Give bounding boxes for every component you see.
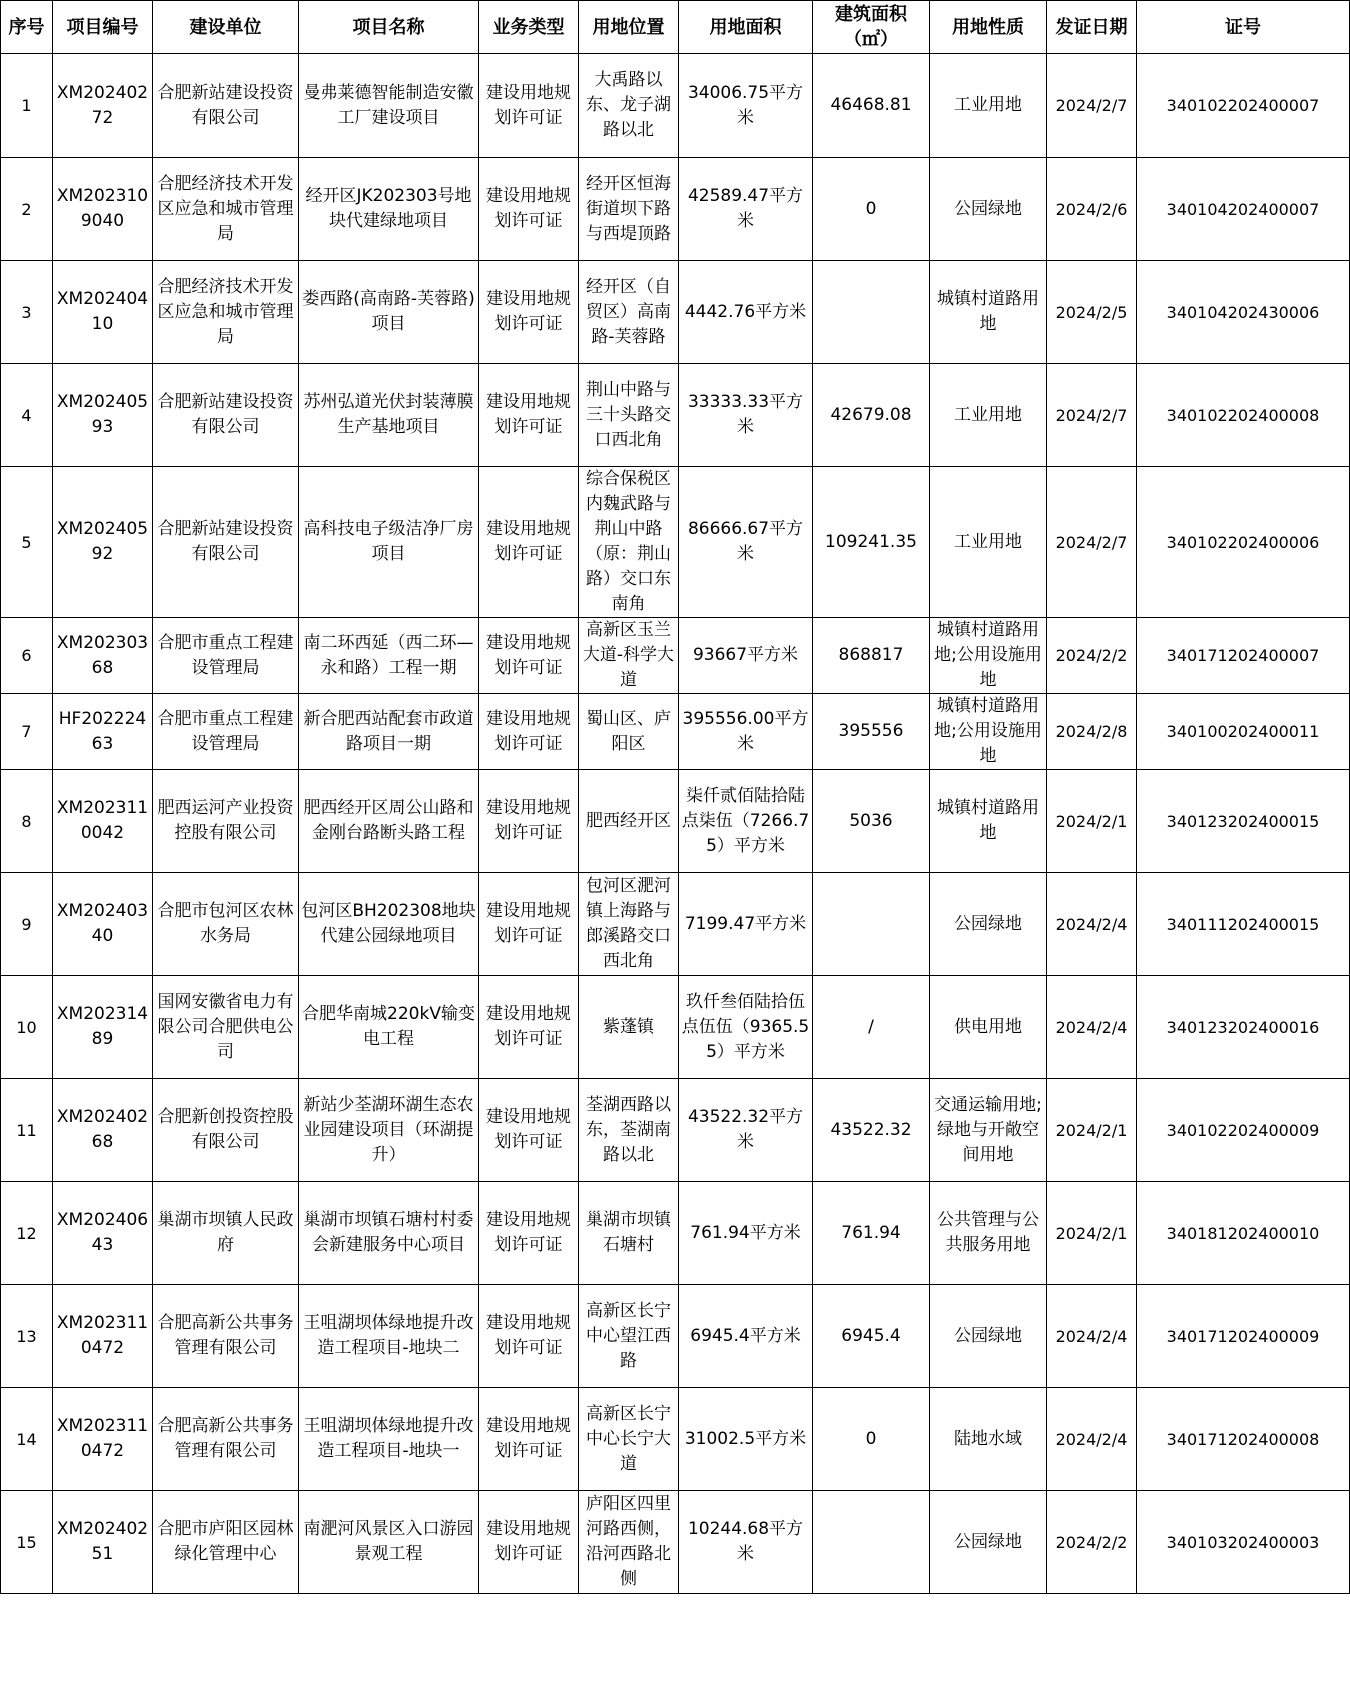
land-nature: 工业用地 bbox=[930, 364, 1047, 467]
business-type: 建设用地规划许可证 bbox=[479, 261, 579, 364]
land-nature: 工业用地 bbox=[930, 54, 1047, 158]
certificate-number: 340102202400006 bbox=[1137, 467, 1350, 618]
row-number: 4 bbox=[1, 364, 53, 467]
table-row bbox=[1, 54, 1350, 158]
land-area: 86666.67平方米 bbox=[679, 467, 813, 618]
issue-date: 2024/2/2 bbox=[1047, 1491, 1137, 1594]
project-code: XM2023110472 bbox=[53, 1285, 153, 1388]
issue-date: 2024/2/4 bbox=[1047, 1285, 1137, 1388]
table-row bbox=[1, 467, 1350, 618]
issue-date: 2024/2/1 bbox=[1047, 770, 1137, 873]
land-location: 肥西经开区 bbox=[579, 770, 679, 873]
business-type: 建设用地规划许可证 bbox=[479, 770, 579, 873]
certificate-number: 340100202400011 bbox=[1137, 694, 1350, 770]
land-nature: 公共管理与公共服务用地 bbox=[930, 1182, 1047, 1285]
land-nature: 公园绿地 bbox=[930, 1491, 1047, 1594]
land-area: 42589.47平方米 bbox=[679, 158, 813, 261]
certificate-number: 340104202430006 bbox=[1137, 261, 1350, 364]
land-nature: 工业用地 bbox=[930, 467, 1047, 618]
business-type: 建设用地规划许可证 bbox=[479, 618, 579, 694]
land-nature: 交通运输用地;绿地与开敞空间用地 bbox=[930, 1079, 1047, 1182]
certificate-number: 340103202400003 bbox=[1137, 1491, 1350, 1594]
project-code: XM20240410 bbox=[53, 261, 153, 364]
certificate-number: 340102202400008 bbox=[1137, 364, 1350, 467]
land-location: 庐阳区四里河路西侧，沿河西路北侧 bbox=[579, 1491, 679, 1594]
land-location: 高新区长宁中心长宁大道 bbox=[579, 1388, 679, 1491]
project-name: 高科技电子级洁净厂房项目 bbox=[299, 467, 479, 618]
building-area bbox=[813, 873, 930, 976]
certificate-number: 340171202400007 bbox=[1137, 618, 1350, 694]
header-build-area: 建筑面积（㎡） bbox=[813, 1, 930, 54]
building-area bbox=[813, 1491, 930, 1594]
header-name: 项目名称 bbox=[299, 1, 479, 54]
project-code: XM2023110472 bbox=[53, 1388, 153, 1491]
land-area: 7199.47平方米 bbox=[679, 873, 813, 976]
land-nature: 陆地水域 bbox=[930, 1388, 1047, 1491]
project-name: 南淝河风景区入口游园景观工程 bbox=[299, 1491, 479, 1594]
project-name: 王咀湖坝体绿地提升改造工程项目-地块一 bbox=[299, 1388, 479, 1491]
construction-unit: 合肥经济技术开发区应急和城市管理局 bbox=[153, 158, 299, 261]
certificate-number: 340102202400009 bbox=[1137, 1079, 1350, 1182]
building-area: 42679.08 bbox=[813, 364, 930, 467]
construction-unit: 国网安徽省电力有限公司合肥供电公司 bbox=[153, 976, 299, 1079]
issue-date: 2024/2/1 bbox=[1047, 1079, 1137, 1182]
project-code: XM20240272 bbox=[53, 54, 153, 158]
building-area: 5036 bbox=[813, 770, 930, 873]
construction-unit: 巢湖市坝镇人民政府 bbox=[153, 1182, 299, 1285]
certificate-number: 340104202400007 bbox=[1137, 158, 1350, 261]
table-row bbox=[1, 1079, 1350, 1182]
table-row bbox=[1, 873, 1350, 976]
land-nature: 公园绿地 bbox=[930, 158, 1047, 261]
business-type: 建设用地规划许可证 bbox=[479, 1079, 579, 1182]
construction-unit: 合肥市重点工程建设管理局 bbox=[153, 618, 299, 694]
table-row bbox=[1, 1285, 1350, 1388]
building-area: 761.94 bbox=[813, 1182, 930, 1285]
construction-unit: 合肥高新公共事务管理有限公司 bbox=[153, 1388, 299, 1491]
project-code: XM20240268 bbox=[53, 1079, 153, 1182]
row-number: 8 bbox=[1, 770, 53, 873]
certificate-number: 340123202400015 bbox=[1137, 770, 1350, 873]
table-row bbox=[1, 158, 1350, 261]
header-land-area: 用地面积 bbox=[679, 1, 813, 54]
project-code: HF20222463 bbox=[53, 694, 153, 770]
building-area: 43522.32 bbox=[813, 1079, 930, 1182]
issue-date: 2024/2/7 bbox=[1047, 467, 1137, 618]
row-number: 14 bbox=[1, 1388, 53, 1491]
land-area: 31002.5平方米 bbox=[679, 1388, 813, 1491]
business-type: 建设用地规划许可证 bbox=[479, 976, 579, 1079]
business-type: 建设用地规划许可证 bbox=[479, 1388, 579, 1491]
land-area: 34006.75平方米 bbox=[679, 54, 813, 158]
table-row bbox=[1, 618, 1350, 694]
project-code: XM20240251 bbox=[53, 1491, 153, 1594]
business-type: 建设用地规划许可证 bbox=[479, 54, 579, 158]
issue-date: 2024/2/1 bbox=[1047, 1182, 1137, 1285]
land-location: 大禹路以东、龙子湖路以北 bbox=[579, 54, 679, 158]
header-code: 项目编号 bbox=[53, 1, 153, 54]
land-nature: 公园绿地 bbox=[930, 1285, 1047, 1388]
land-location: 荆山中路与三十头路交口西北角 bbox=[579, 364, 679, 467]
construction-unit: 合肥市庐阳区园林绿化管理中心 bbox=[153, 1491, 299, 1594]
issue-date: 2024/2/7 bbox=[1047, 364, 1137, 467]
construction-unit: 合肥市包河区农林水务局 bbox=[153, 873, 299, 976]
row-number: 10 bbox=[1, 976, 53, 1079]
land-location: 综合保税区内魏武路与荆山中路（原：荆山路）交口东南角 bbox=[579, 467, 679, 618]
land-location: 紫蓬镇 bbox=[579, 976, 679, 1079]
building-area: 109241.35 bbox=[813, 467, 930, 618]
project-name: 南二环西延（西二环—永和路）工程一期 bbox=[299, 618, 479, 694]
construction-unit: 合肥新站建设投资有限公司 bbox=[153, 364, 299, 467]
building-area: 868817 bbox=[813, 618, 930, 694]
construction-unit: 合肥高新公共事务管理有限公司 bbox=[153, 1285, 299, 1388]
project-name: 娄西路(高南路-芙蓉路)项目 bbox=[299, 261, 479, 364]
land-area: 10244.68平方米 bbox=[679, 1491, 813, 1594]
table-row bbox=[1, 261, 1350, 364]
header-location: 用地位置 bbox=[579, 1, 679, 54]
project-code: XM20240643 bbox=[53, 1182, 153, 1285]
building-area: 395556 bbox=[813, 694, 930, 770]
building-area: / bbox=[813, 976, 930, 1079]
construction-unit: 合肥新创投资控股有限公司 bbox=[153, 1079, 299, 1182]
construction-unit: 合肥市重点工程建设管理局 bbox=[153, 694, 299, 770]
land-area: 玖仟叁佰陆拾伍点伍伍（9365.55）平方米 bbox=[679, 976, 813, 1079]
certificate-number: 340111202400015 bbox=[1137, 873, 1350, 976]
land-area: 43522.32平方米 bbox=[679, 1079, 813, 1182]
table-row bbox=[1, 1491, 1350, 1594]
land-nature: 城镇村道路用地 bbox=[930, 261, 1047, 364]
project-code: XM20240592 bbox=[53, 467, 153, 618]
header-row bbox=[1, 1, 1350, 54]
construction-unit: 合肥新站建设投资有限公司 bbox=[153, 54, 299, 158]
construction-unit: 合肥经济技术开发区应急和城市管理局 bbox=[153, 261, 299, 364]
issue-date: 2024/2/4 bbox=[1047, 873, 1137, 976]
land-location: 高新区玉兰大道-科学大道 bbox=[579, 618, 679, 694]
header-date: 发证日期 bbox=[1047, 1, 1137, 54]
project-name: 曼弗莱德智能制造安徽工厂建设项目 bbox=[299, 54, 479, 158]
land-location: 巢湖市坝镇石塘村 bbox=[579, 1182, 679, 1285]
table-row bbox=[1, 364, 1350, 467]
land-location: 包河区淝河镇上海路与郎溪路交口西北角 bbox=[579, 873, 679, 976]
certificate-number: 340171202400008 bbox=[1137, 1388, 1350, 1491]
project-name: 新站少荃湖环湖生态农业园建设项目（环湖提升） bbox=[299, 1079, 479, 1182]
certificate-number: 340102202400007 bbox=[1137, 54, 1350, 158]
row-number: 1 bbox=[1, 54, 53, 158]
row-number: 13 bbox=[1, 1285, 53, 1388]
construction-unit: 合肥新站建设投资有限公司 bbox=[153, 467, 299, 618]
row-number: 2 bbox=[1, 158, 53, 261]
header-unit: 建设单位 bbox=[153, 1, 299, 54]
project-code: XM2023110042 bbox=[53, 770, 153, 873]
project-code: XM20231489 bbox=[53, 976, 153, 1079]
business-type: 建设用地规划许可证 bbox=[479, 158, 579, 261]
building-area: 6945.4 bbox=[813, 1285, 930, 1388]
land-location: 高新区长宁中心望江西路 bbox=[579, 1285, 679, 1388]
business-type: 建设用地规划许可证 bbox=[479, 1182, 579, 1285]
project-name: 新合肥西站配套市政道路项目一期 bbox=[299, 694, 479, 770]
land-area: 395556.00平方米 bbox=[679, 694, 813, 770]
business-type: 建设用地规划许可证 bbox=[479, 1491, 579, 1594]
project-code: XM20230368 bbox=[53, 618, 153, 694]
land-area: 柒仟贰佰陆拾陆点柒伍（7266.75）平方米 bbox=[679, 770, 813, 873]
table-row bbox=[1, 694, 1350, 770]
certificate-number: 340181202400010 bbox=[1137, 1182, 1350, 1285]
project-code: XM20240593 bbox=[53, 364, 153, 467]
building-area bbox=[813, 261, 930, 364]
header-type: 业务类型 bbox=[479, 1, 579, 54]
land-nature: 公园绿地 bbox=[930, 873, 1047, 976]
project-name: 苏州弘道光伏封装薄膜生产基地项目 bbox=[299, 364, 479, 467]
project-code: XM20240340 bbox=[53, 873, 153, 976]
row-number: 5 bbox=[1, 467, 53, 618]
building-area: 0 bbox=[813, 1388, 930, 1491]
header-no: 序号 bbox=[1, 1, 53, 54]
row-number: 7 bbox=[1, 694, 53, 770]
issue-date: 2024/2/2 bbox=[1047, 618, 1137, 694]
row-number: 15 bbox=[1, 1491, 53, 1594]
row-number: 12 bbox=[1, 1182, 53, 1285]
land-area: 4442.76平方米 bbox=[679, 261, 813, 364]
land-nature: 城镇村道路用地;公用设施用地 bbox=[930, 618, 1047, 694]
table-row bbox=[1, 976, 1350, 1079]
issue-date: 2024/2/6 bbox=[1047, 158, 1137, 261]
table-row bbox=[1, 1388, 1350, 1491]
business-type: 建设用地规划许可证 bbox=[479, 1285, 579, 1388]
land-area: 93667平方米 bbox=[679, 618, 813, 694]
project-name: 包河区BH202308地块代建公园绿地项目 bbox=[299, 873, 479, 976]
issue-date: 2024/2/5 bbox=[1047, 261, 1137, 364]
table-row bbox=[1, 770, 1350, 873]
project-name: 经开区JK202303号地块代建绿地项目 bbox=[299, 158, 479, 261]
building-area: 0 bbox=[813, 158, 930, 261]
land-area: 33333.33平方米 bbox=[679, 364, 813, 467]
certificate-number: 340171202400009 bbox=[1137, 1285, 1350, 1388]
header-cert: 证号 bbox=[1137, 1, 1350, 54]
project-name: 肥西经开区周公山路和金刚台路断头路工程 bbox=[299, 770, 479, 873]
business-type: 建设用地规划许可证 bbox=[479, 467, 579, 618]
row-number: 3 bbox=[1, 261, 53, 364]
land-area: 6945.4平方米 bbox=[679, 1285, 813, 1388]
land-area: 761.94平方米 bbox=[679, 1182, 813, 1285]
land-nature: 城镇村道路用地;公用设施用地 bbox=[930, 694, 1047, 770]
project-name: 王咀湖坝体绿地提升改造工程项目-地块二 bbox=[299, 1285, 479, 1388]
land-location: 经开区（自贸区）高南路-芙蓉路 bbox=[579, 261, 679, 364]
table-row bbox=[1, 1182, 1350, 1285]
land-location: 经开区恒海街道坝下路与西堤顶路 bbox=[579, 158, 679, 261]
issue-date: 2024/2/4 bbox=[1047, 1388, 1137, 1491]
business-type: 建设用地规划许可证 bbox=[479, 364, 579, 467]
issue-date: 2024/2/4 bbox=[1047, 976, 1137, 1079]
issue-date: 2024/2/8 bbox=[1047, 694, 1137, 770]
project-code: XM2023109040 bbox=[53, 158, 153, 261]
construction-unit: 肥西运河产业投资控股有限公司 bbox=[153, 770, 299, 873]
issue-date: 2024/2/7 bbox=[1047, 54, 1137, 158]
row-number: 11 bbox=[1, 1079, 53, 1182]
row-number: 6 bbox=[1, 618, 53, 694]
land-nature: 城镇村道路用地 bbox=[930, 770, 1047, 873]
land-location: 荃湖西路以东，荃湖南路以北 bbox=[579, 1079, 679, 1182]
business-type: 建设用地规划许可证 bbox=[479, 694, 579, 770]
land-location: 蜀山区、庐阳区 bbox=[579, 694, 679, 770]
business-type: 建设用地规划许可证 bbox=[479, 873, 579, 976]
project-name: 合肥华南城220kV输变电工程 bbox=[299, 976, 479, 1079]
certificate-number: 340123202400016 bbox=[1137, 976, 1350, 1079]
header-nature: 用地性质 bbox=[930, 1, 1047, 54]
project-name: 巢湖市坝镇石塘村村委会新建服务中心项目 bbox=[299, 1182, 479, 1285]
building-area: 46468.81 bbox=[813, 54, 930, 158]
land-nature: 供电用地 bbox=[930, 976, 1047, 1079]
row-number: 9 bbox=[1, 873, 53, 976]
